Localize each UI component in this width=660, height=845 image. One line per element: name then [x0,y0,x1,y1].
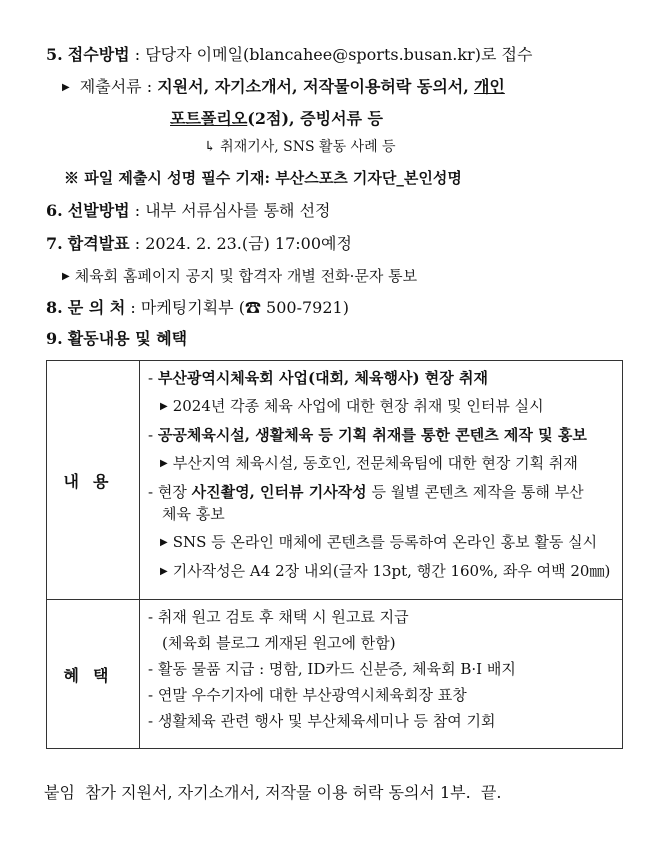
benefit-row [47,600,623,749]
section-7-sub-text: 체육회 홈페이지 공지 및 합격자 개별 전화·문자 통보 [74,267,418,285]
docs-list: 지원서, 자기소개서, 저작물이용허락 동의서, [157,77,469,96]
section-8-line [46,297,349,319]
benefit-item-2: - 활동 물품 지급 : 명함, ID카드 신분증, 체육회 B·I 배지 [148,660,516,678]
content-item-1 [148,367,616,389]
section-6-title: 선발방법 [67,201,130,220]
content-item-2-dash: - [148,426,154,444]
benefit-item-3: - 연말 우수기자에 대한 부산광역시체육회장 표창 [148,686,467,704]
evidence-note: ↳ 취재기사, SNS 활동 사례 등 [204,139,396,155]
benefit-item-1-cont: (체육회 블로그 게재된 원고에 한함) [162,634,396,652]
section-9-line [46,328,187,350]
section-6-number: 6. [46,201,63,220]
content-item-2-text: 공공체육시설, 생활체육 등 기획 취재를 통한 콘텐츠 제작 및 홍보 [157,426,587,444]
docs-underlined-2: 포트폴리오 [170,109,248,128]
section-9-number: 9. [46,329,63,348]
section-8-title: 문 의 처 [67,298,126,317]
docs-underlined-1: 개인 [473,77,505,96]
content-row [47,361,623,600]
content-item-3-sub-1 [148,531,616,554]
section-8-number: 8. [46,298,63,317]
content-item-3-sub-2-text: 기사작성은 A4 2장 내외(글자 13pt, 행간 160%, 좌우 여백 20㎜) [172,562,611,580]
section-5-line [46,44,532,66]
section-8-colon: : [130,298,136,317]
section-9-title: 활동내용 및 혜택 [67,329,188,348]
section-5-docs-line [62,76,505,99]
content-item-3 [148,481,616,503]
section-8-text: 마케팅기획부 (☎ 500-7921) [140,298,349,317]
section-5-text: 담당자 이메일(blancahee@sports.busan.kr)로 접수 [145,45,533,64]
section-7-text: 2024. 2. 23.(금) 17:00예정 [145,234,352,253]
content-item-3-sub-2 [148,560,616,583]
section-7-number: 7. [46,234,63,253]
benefit-item-4: - 생활체육 관련 행사 및 부산체육세미나 등 참여 기회 [148,712,496,730]
triangle-bullet-icon: ▶ [160,537,168,548]
section-7-title: 합격발표 [67,234,130,253]
section-6-text: 내부 서류심사를 통해 선정 [145,201,331,220]
triangle-bullet-icon: ▶ [160,566,168,577]
benefit-cell [140,600,623,749]
section-6-colon: : [134,201,141,220]
section-5-number: 5. [46,45,63,64]
content-item-3-bold: 사진촬영, 인터뷰 기사작성 [191,483,367,501]
content-item-2-sub [148,452,616,475]
section-7-line [46,233,352,255]
content-item-3-post: 등 월별 콘텐츠 제작을 통해 부산 [371,483,584,501]
content-item-3-cont: 체육 홍보 [162,505,225,523]
attachment-note: 붙임 참가 지원서, 자기소개서, 저작물 이용 허락 동의서 1부. 끝. [44,783,502,802]
section-6-line [46,200,330,222]
file-name-note: ※ 파일 제출시 성명 필수 기재: 부산스포츠 기자단_본인성명 [64,169,462,187]
content-item-3-sub-1-text: SNS 등 온라인 매체에 콘텐츠를 등록하여 온라인 홍보 활동 실시 [172,533,598,551]
docs-label: 제출서류 : [79,77,153,96]
benefit-item-1: - 취재 원고 검토 후 채택 시 원고료 지급 [148,608,409,626]
triangle-bullet-icon: ▶ [62,271,70,282]
section-5-colon: : [134,45,141,64]
activity-table [46,360,623,749]
content-item-2-sub-text: 부산지역 체육시설, 동호인, 전문체육팀에 대한 현장 기획 취재 [172,454,578,472]
content-item-1-dash: - [148,369,154,387]
section-5-docs-cont [170,108,383,130]
content-label: 내용 [47,361,140,600]
benefit-label: 혜택 [47,600,140,749]
triangle-bullet-icon: ▶ [160,458,168,469]
content-item-1-text: 부산광역시체육회 사업(대회, 체육행사) 현장 취재 [157,369,488,387]
section-7-colon: : [134,234,141,253]
content-item-3-pre: - 현장 [148,483,187,501]
docs-tail: (2점), 증빙서류 등 [247,109,384,128]
content-cell [140,361,623,600]
triangle-bullet-icon: ▶ [62,82,70,93]
content-item-1-sub-text: 2024년 각종 체육 사업에 대한 현장 취재 및 인터뷰 실시 [172,397,544,415]
triangle-bullet-icon: ▶ [160,401,168,412]
section-7-sub-line [62,265,417,288]
section-5-title: 접수방법 [67,45,130,64]
content-item-2 [148,424,616,446]
content-item-1-sub [148,395,616,418]
